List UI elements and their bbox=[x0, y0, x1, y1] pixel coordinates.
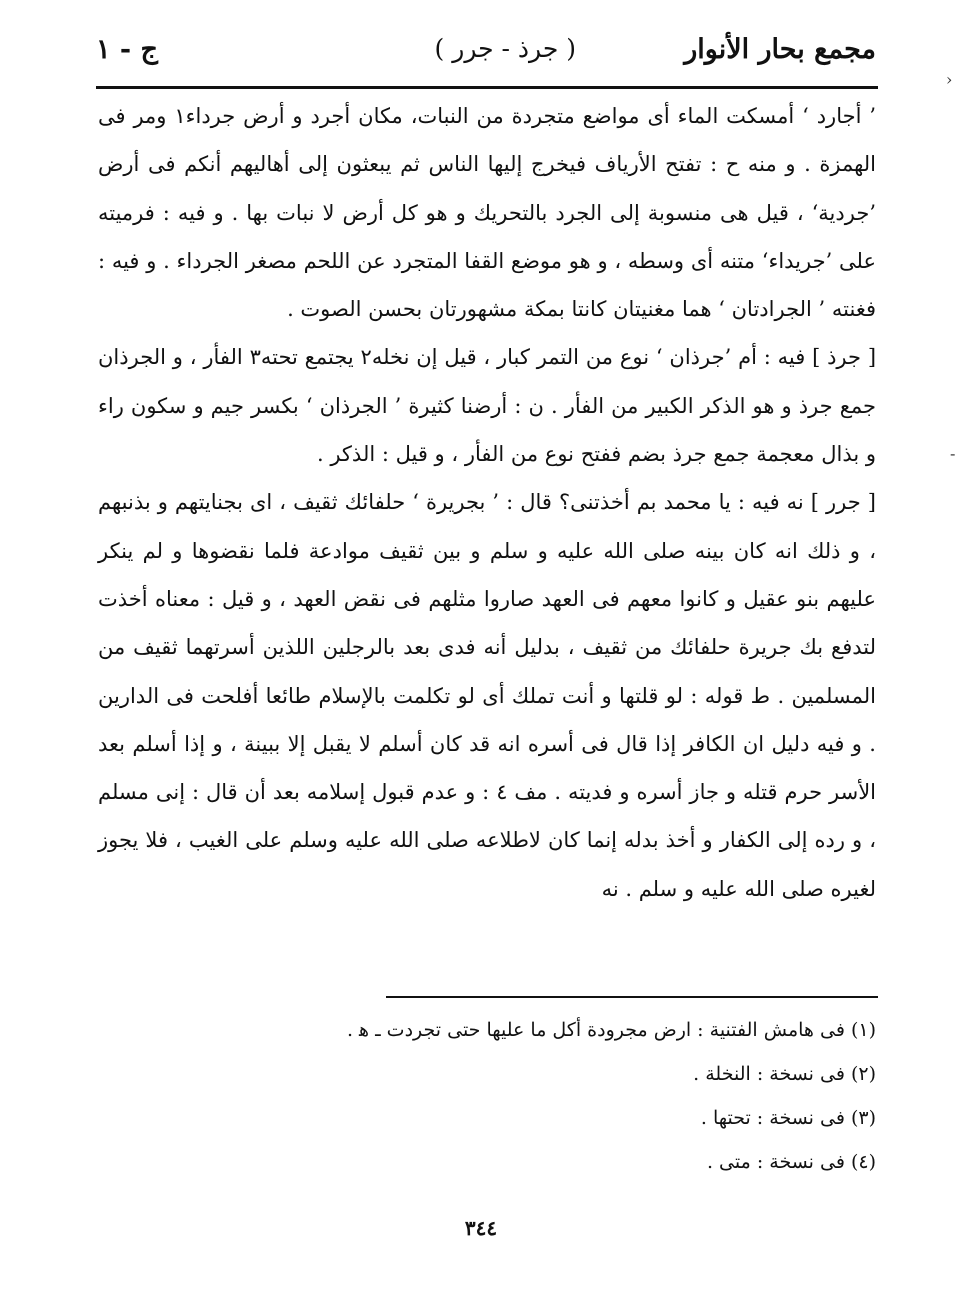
volume-label: ج - ١ bbox=[96, 34, 158, 65]
footnote-2: (٢) فى نسخة : النخلة . bbox=[693, 1063, 876, 1085]
main-text bbox=[98, 92, 876, 913]
footnote-4: (٤) فى نسخة : متى . bbox=[706, 1151, 876, 1173]
entry-range: ( جرذ - جرر ) bbox=[434, 34, 576, 63]
paragraph-jurdh: [ جرذ ] فيه : أم ’جرذان ‘ نوع من التمر كبار ، قيل إن نخله٢ يجتمع تحته٣ الفأر ، و الجرذان جمع جرذ و هو الذكر الكبير من الفأر . ن : أرضنا كثيرة ’ الجرذان ‘ بكسر جيم و سكون راء و بذال معجمة جمع جرذ بضم ففتح نوع من الفأر ، و قيل : الذكر . bbox=[98, 345, 877, 467]
footnotes bbox=[200, 1008, 876, 1184]
paragraph-ajrad: ’ أجارد ‘ أمسكت الماء أى مواضع متجردة من النبات، مكان أجرد و أرض جرداء١ ومر فى الهمزة . و منه ح : تفتح الأرياف فيخرج إليها الناس ثم يبعثون إلى أهاليهم أنكم فى أرض ’جردية‘ ، قيل هى منسوبة إلى الجرد بالتحريك و هو كل أرض لا نبات بها . و فيه : فرميته على ’جريداء‘ متنه أى وسطه ، و هو موضع القفا المتجرد عن اللحم مصغر الجرداء . و فيه : فغنته ’ الجرادتان ‘ هما مغنيتان كانتا بمكة مشهورتان بحسن الصوت . bbox=[98, 104, 876, 322]
running-header bbox=[96, 30, 876, 78]
margin-mark-icon: › bbox=[946, 70, 953, 89]
book-title: مجمع بحار الأنوار bbox=[684, 34, 876, 65]
footnote-1: (١) فى هامش الفتنية : ارض مجرودة أكل ما عليها حتى تجردت ـ ﻫ . bbox=[346, 1019, 876, 1041]
page-number: ٣٤٤ bbox=[464, 1216, 498, 1240]
header-divider bbox=[96, 86, 878, 89]
footnote-3: (٣) فى نسخة : تحتها . bbox=[700, 1107, 876, 1129]
paragraph-jarr: [ جرر ] نه فيه : يا محمد بم أخذتنى؟ قال : ’ بجريرة ‘ حلفائك ثقيف ، اى بجنايتهم و بذنبهم ، و ذلك انه كان بينه صلى الله عليه و سلم و بين ثقيف موادعة فلما نقضوها و لم ينكر عليهم بنو عقيل و كانوا معهم فى العهد صاروا مثلهم فى نقض العهد ، و قيل : معناه أخذت لتدفع بك جريرة حلفائك من ثقيف ، بدليل أنه فدى بعد بالرجلين اللذين أسرتهما ثقيف من المسلمين . ط قوله : لو قلتها و أنت تملك أى لو تكلمت بالإسلام طائعا أفلحت فى الدارين . و فيه دليل ان الكافر إذا قال فى أسره انه قد كان أسلم لا يقبل إلا ببينة ، و إذا أسلم بعد الأسر حرم قتله و جاز أسره و فديته . مف ٤ : و عدم قبول إسلامه بعد أن قال : إنى مسلم ، و رده إلى الكفار و أخذ بدله إنما كان لاطلاعه صلى الله عليه وسلم على الغيب ، فلا يجوز لغيره صلى الله عليه و سلم . نه bbox=[98, 490, 877, 901]
footnote-divider bbox=[386, 996, 878, 998]
margin-mark-icon: - bbox=[950, 444, 956, 463]
